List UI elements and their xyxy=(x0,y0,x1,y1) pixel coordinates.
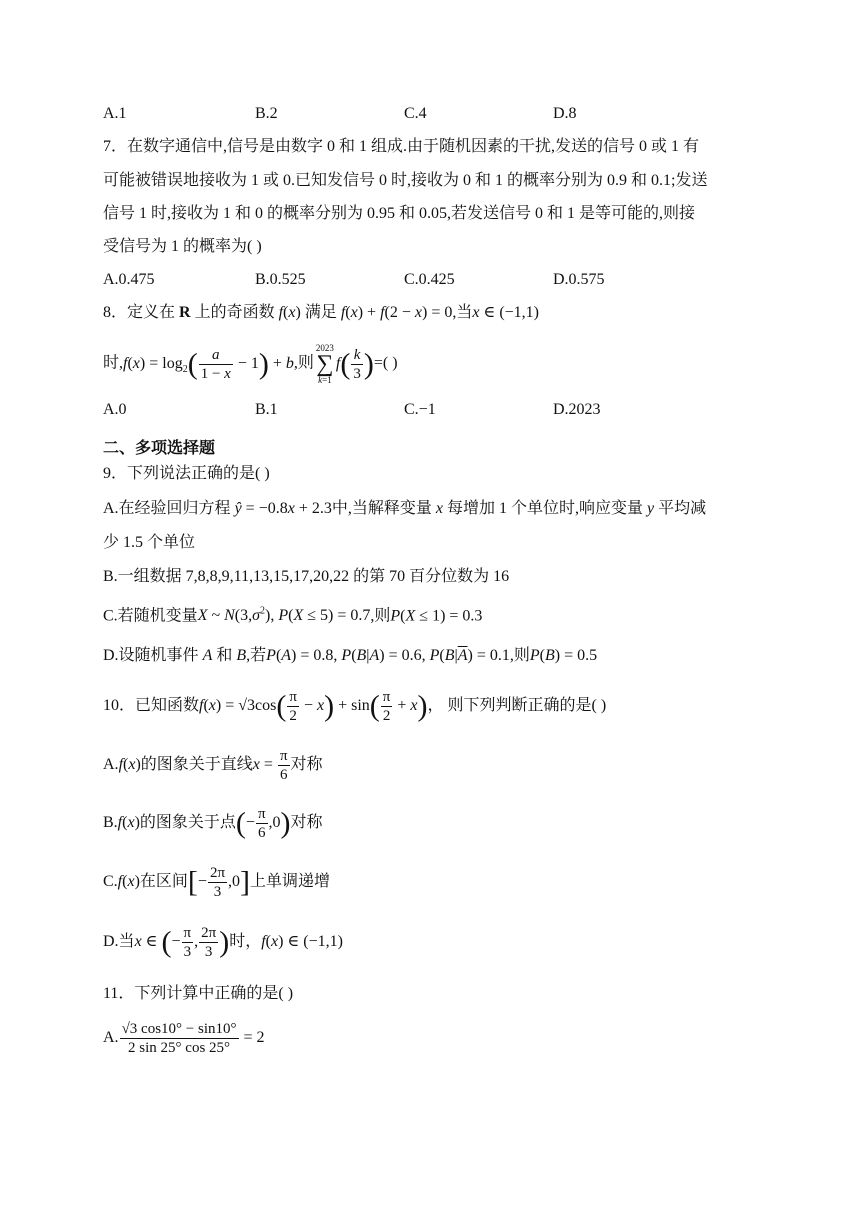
q10-d-interval: x ∈ (− $\frac{\pi}{3}$ , $\frac{2\pi}{3}$ ) xyxy=(134,924,230,960)
q9-a-mid2: 每增加 1 个单位时,响应变量 xyxy=(446,500,643,517)
q6-option-c: C.4 xyxy=(404,105,427,122)
q8-sum: 2023 ∑ k=1 f( $\frac{k}{3}$ ) xyxy=(315,343,374,385)
q6-option-d: D.8 xyxy=(553,105,577,122)
q9-option-a-line-1: A.在经验回归方程 ŷ = −0.8x + 2.3中,当解释变量 x 每增加 1 个单位时,响应变量 y 平均减 xyxy=(103,500,707,517)
q8-line-1 xyxy=(103,302,539,324)
q7-line-3: 信号 1 时,接收为 1 和 0 的概率分别为 0.95 和 0.05,若发送信号 0 和 1 是等可能的,则接 xyxy=(103,205,696,222)
q8-line-2 xyxy=(103,343,398,390)
q9-c-result: P(X ≤ 1) = 0.3 xyxy=(390,607,483,625)
q9-option-c xyxy=(103,601,482,627)
q10-option-a: A.f(x)的图象关于直线x = $\frac{\pi}{6}$ 对称 xyxy=(103,747,323,783)
q8-option-c: C.−1 xyxy=(404,401,436,418)
q6-option-a: A.1 xyxy=(103,105,127,122)
q10-option-d xyxy=(103,922,343,962)
q9-d-if: ,若 xyxy=(246,647,267,664)
q9-c-then: ,则 xyxy=(370,607,391,625)
q11-a-prefix: A. xyxy=(103,1029,119,1046)
q7-option-a: A.0.475 xyxy=(103,271,155,288)
q9-regression-eq: ŷ = −0.8x + 2.3 xyxy=(234,500,332,517)
q8-fx: f(x) xyxy=(278,304,301,321)
q8-option-d: D.2023 xyxy=(553,401,601,418)
q9-a-mid: 中,当解释变量 xyxy=(331,500,432,517)
q8-real-set: R xyxy=(179,304,191,321)
q9-d-then: ,则 xyxy=(509,647,530,664)
q8-cond: 满足 xyxy=(304,304,337,321)
q7-line-4: 受信号为 1 的概率为( ) xyxy=(103,238,262,255)
q10-d-range: f(x) ∈ (−1,1) xyxy=(261,933,343,950)
q9-a-end: 平均减 xyxy=(658,500,707,517)
q9-d-result: P(B) = 0.5 xyxy=(529,647,598,664)
q8-log-formula: $f(x) = \log_2$( $\frac{a}{1 - x}$ − 1) + b xyxy=(123,346,294,382)
section-heading: 二、多项选择题 xyxy=(103,438,216,457)
q10-a-line: x = $\frac{\pi}{6}$ xyxy=(252,747,288,783)
q8-paren: =( ) xyxy=(373,354,398,372)
q10-b-point: (− $\frac{\pi}{6}$ ,0) xyxy=(235,805,291,841)
q8-when: ,当 xyxy=(452,304,473,321)
q10-function: f(x) = √3cos( $\frac{\pi}{2}$ − x) + sin( $\frac{\pi}{2}$ + x) xyxy=(199,688,428,724)
q10-b-text: 的图象关于点 xyxy=(139,814,236,831)
q10-suffix: ， 则下列判断正确的是( ) xyxy=(427,697,607,714)
q10-c-end: 上单调递增 xyxy=(250,873,331,890)
q9-c-prefix: C.若随机变量 xyxy=(103,607,198,625)
q10-a-text: 的图象关于直线 xyxy=(140,756,253,773)
q11-a-formula: $\frac{√3 \cos 10^\circ - \sin 10^\circ}{2 \sin 25^\circ \cos 25^\circ}$ = 2 xyxy=(121,1020,265,1056)
q10-c-prefix: C. xyxy=(103,873,118,890)
q8-option-b: B.1 xyxy=(255,401,278,418)
q9-option-a-line-2: 少 1.5 个单位 xyxy=(103,534,196,551)
q10-prefix: 10．已知函数 xyxy=(103,697,200,714)
q10-c-interval: [− $\frac{2\pi}{3}$ ,0] xyxy=(187,864,251,900)
q9-c-formula: X ~ $N(3,\sigma^2)$, P(X ≤ 5) = 0.7 xyxy=(197,606,371,625)
q10-stem xyxy=(103,686,606,726)
q10-option-b: B.f(x)的图象关于点(− $\frac{\pi}{6}$ ,0)对称 xyxy=(103,805,323,841)
q9-d-prefix: D.设随机事件 xyxy=(103,647,199,664)
q10-a-end: 对称 xyxy=(290,756,323,773)
q7-option-d: D.0.575 xyxy=(553,271,605,288)
q9-stem: 9．下列说法正确的是( ) xyxy=(103,465,270,482)
q10-option-c: C.f(x)在区间[− $\frac{2\pi}{3}$ ,0]上单调递增 xyxy=(103,864,331,900)
q11-option-a xyxy=(103,1016,265,1060)
q9-d-and: 和 xyxy=(216,647,233,664)
q8-then: ,则 xyxy=(293,354,314,372)
q8-prefix: 8．定义在 xyxy=(103,304,176,321)
q10-d-mid: 时， xyxy=(229,933,262,950)
q6-option-b: B.2 xyxy=(255,105,278,122)
q9-option-d: D.设随机事件 A 和 B,若P(A) = 0.8, P(B|A) = 0.6, $P(B|\overline{A}) = 0.1$,则P(B) = 0.5 xyxy=(103,647,598,664)
q8-interval: x ∈ (−1,1) xyxy=(472,304,540,321)
q9-a-prefix: A.在经验回归方程 xyxy=(103,500,231,517)
q8-line2-prefix: 时, xyxy=(103,354,124,372)
q7-line-1: 7．在数字通信中,信号是由数字 0 和 1 组成.由于随机因素的干扰,发送的信号 0 或 1 有 xyxy=(103,138,700,155)
q7-line-2: 可能被错误地接收为 1 或 0.已知发信号 0 时,接收为 0 和 1 的概率分别为 0.9 和 0.1;发送 xyxy=(103,172,708,189)
q11-stem: 11．下列计算中正确的是( ) xyxy=(103,985,294,1002)
q8-option-a: A.0 xyxy=(103,401,127,418)
q7-option-b: B.0.525 xyxy=(255,271,306,288)
q9-option-b: B.一组数据 7,8,8,9,11,13,15,17,20,22 的第 70 百分位数为 16 xyxy=(103,568,510,585)
q9-d-formula: P(A) = 0.8, P(B|A) = 0.6, $P(B|\overline{A}) = 0.1$ xyxy=(266,647,510,664)
q7-option-c: C.0.425 xyxy=(404,271,455,288)
q10-a-prefix: A. xyxy=(103,756,119,773)
q10-b-end: 对称 xyxy=(290,814,323,831)
q10-c-text: 在区间 xyxy=(139,873,188,890)
q10-d-prefix: D.当 xyxy=(103,933,135,950)
q10-b-prefix: B. xyxy=(103,814,118,831)
q8-mid: 上的奇函数 xyxy=(194,304,275,321)
q8-equation: f(x) + f(2 − x) = 0 xyxy=(340,304,453,321)
